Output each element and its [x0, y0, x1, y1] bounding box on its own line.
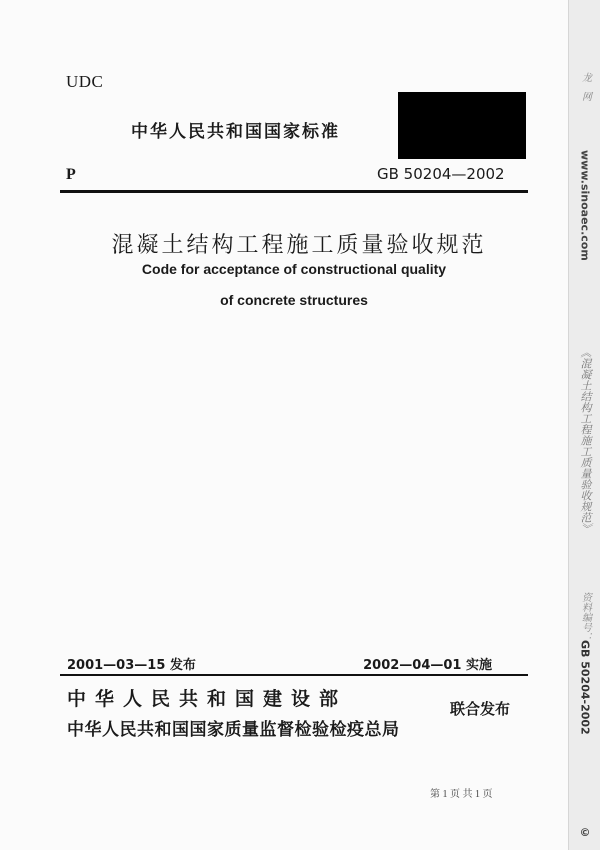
udc-label: UDC [66, 72, 104, 91]
page-indicator: 第 1 页 共 1 页 [430, 789, 493, 800]
title-chinese: 混凝土结构工程施工质量验收规范 [111, 233, 487, 258]
title-english-line1: Code for acceptance of constructional quality [141, 261, 447, 277]
website-link[interactable]: www.sinoaec.com [578, 150, 592, 261]
redacted-logo-block [398, 92, 526, 159]
doc-number: GB 50204-2002 [578, 640, 592, 735]
category-code: P [66, 166, 76, 183]
top-rule [60, 190, 528, 193]
implementation-date: 2002—04—01 实施 [363, 658, 492, 673]
doc-number-label: 资料编号： [579, 592, 591, 642]
national-standard-heading: 中华人民共和国国家标准 [131, 122, 340, 142]
issue-date: 2001—03—15 发布 [67, 658, 196, 673]
title-english-line2: of concrete structures [220, 292, 368, 308]
standard-number: GB 50204—2002 [377, 165, 505, 183]
issuer-aqsiq: 中华人民共和国国家质量监督检验检疫总局 [67, 720, 400, 740]
side-doc-title: 《混凝土结构工程施工质量验收规范》 [579, 347, 592, 534]
joint-release-label: 联合发布 [450, 700, 511, 718]
bottom-rule [60, 674, 528, 676]
copyright-mark: © [578, 826, 592, 839]
issuer-ministry: 中华人民共和国建设部 [67, 688, 348, 710]
side-watermark-strip [568, 0, 600, 850]
site-name: 龙 网 [579, 72, 591, 105]
